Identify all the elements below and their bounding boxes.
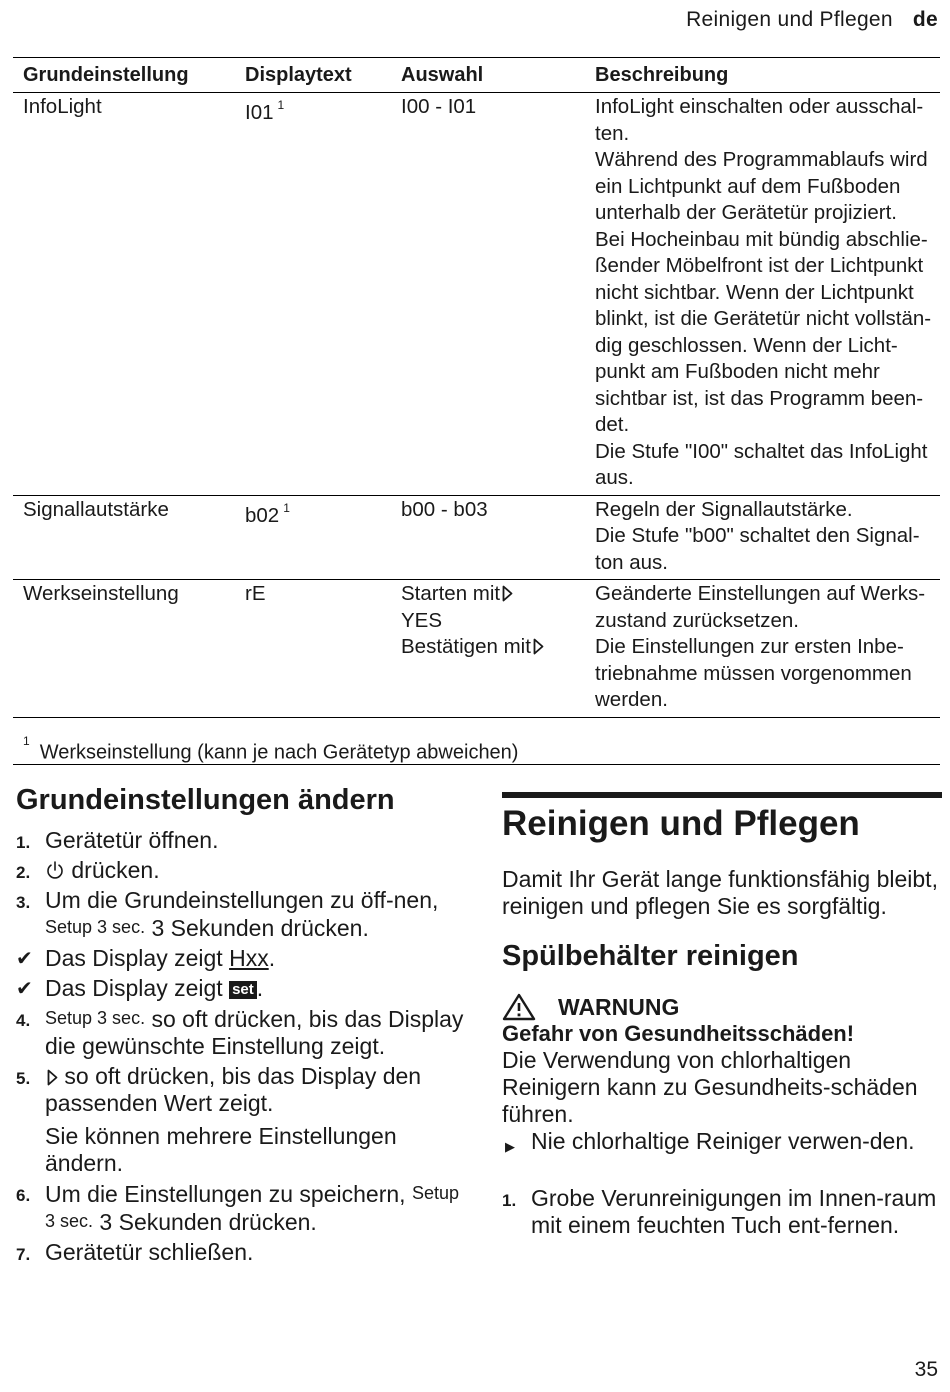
display-text: rE	[235, 580, 391, 718]
warning-title: Gefahr von Gesundheitsschäden!	[502, 1021, 855, 1046]
description: Regeln der Signallautstärke. Die Stufe "b00" schaltet den Signal-ton aus.	[585, 495, 940, 580]
step-item: 3. Um die Grundeinstellungen zu öff-nen, Setup 3 sec. 3 Sekunden drücken.	[16, 887, 439, 941]
footnote-ref: 1	[277, 98, 285, 112]
step-item: 6. Um die Einstellungen zu speichern, Setup 3 sec. 3 Sekunden drücken.	[16, 1181, 459, 1235]
warning-heading	[502, 993, 942, 1021]
description: InfoLight einschalten oder ausschal-ten. Während des Programmablaufs wird ein Lichtpunkt auf dem Fußboden unterhalb der Gerätetür projiziert. Bei Hocheinbau mit bündig abschlie-ßender Möbelfront ist der Lichtpunkt nicht sichtbar. Wenn der Lichtpunkt blinkt, ist die Gerätetür nicht vollstän-dig geschlossen. Wenn der Licht-punkt am Fußboden nicht mehr sichtbar ist, ist das Programm been-det. Die Stufe "I00" schaltet das InfoLight aus.	[585, 93, 940, 496]
section-heading: Grundeinstellungen ändern	[16, 784, 395, 816]
setting-name: Signallautstärke	[13, 495, 235, 580]
play-icon	[502, 585, 513, 602]
column-header: Auswahl	[391, 58, 585, 93]
setting-name: Werkseinstellung	[13, 580, 235, 718]
set-badge: set	[229, 981, 257, 999]
page-number: 35	[914, 1358, 938, 1381]
footnote-ref: 1	[283, 500, 290, 515]
triangle-bullet-icon: ▶	[505, 1139, 515, 1154]
play-icon	[533, 638, 544, 655]
check-icon: ✔	[16, 978, 33, 1000]
warning-label: WARNUNG	[558, 993, 680, 1020]
step-item: 7. Gerätetür schließen.	[16, 1239, 254, 1265]
step-list	[16, 827, 466, 1266]
setting-name: InfoLight	[13, 93, 235, 496]
table-header-row	[13, 58, 940, 93]
table-row	[13, 93, 940, 496]
table-row	[13, 580, 940, 718]
play-icon	[47, 1069, 58, 1086]
warning-action: ▶ Nie chlorhaltige Reiniger verwen-den.	[502, 1128, 942, 1155]
column-header: Grundeinstellung	[13, 58, 235, 93]
step-list	[502, 1185, 942, 1239]
column-header: Displaytext	[235, 58, 391, 93]
result-item: ✔ Das Display zeigt set .	[16, 975, 264, 1001]
warning-icon	[502, 993, 536, 1021]
section-heading: Spülbehälter reinigen	[502, 940, 799, 972]
column-header: Beschreibung	[585, 58, 940, 93]
selection: b00 - b03	[391, 495, 585, 580]
result-item: ✔ Das Display zeigt Hxx.	[16, 945, 276, 971]
setup-key-label: Setup 3 sec.	[45, 1008, 146, 1028]
table-footnote	[13, 731, 940, 765]
display-text: I01 $^1$	[235, 93, 391, 496]
description: Geänderte Einstellungen auf Werks-zustand zurücksetzen. Die Einstellungen zur ersten Inbe-triebnahme müssen vorgenommen werden.	[585, 580, 940, 718]
left-column	[16, 784, 466, 1269]
power-icon	[45, 860, 65, 880]
setup-key-label: Setup 3 sec.	[45, 917, 146, 937]
footnote-text: Werkseinstellung (kann je nach Gerätetyp abweichen)	[39, 741, 519, 764]
chapter-heading: Reinigen und Pflegen	[502, 804, 860, 843]
step-item: 1. Gerätetür öffnen.	[16, 827, 219, 853]
intro-text: Damit Ihr Gerät lange funktionsfähig bleibt, reinigen und pflegen Sie es sorgfältig.	[502, 866, 938, 919]
step-item: 1. Grobe Verunreinigungen im Innen-raum mit einem feuchten Tuch ent-fernen.	[502, 1185, 937, 1238]
right-column	[502, 792, 942, 1239]
step-item: 2. drücken.	[16, 857, 160, 883]
display-text: b02 $^1$	[235, 495, 391, 580]
selection: Starten mit YES Bestätigen mit	[391, 580, 585, 718]
display-code: Hxx	[229, 945, 269, 971]
step-item: 5. so oft drücken, bis das Display den passenden Wert zeigt.	[16, 1063, 422, 1116]
heading-rule	[502, 792, 942, 798]
step-note: Sie können mehrere Einstellungen ändern.	[45, 1123, 397, 1176]
section-title: Reinigen und Pflegen	[686, 8, 893, 31]
selection: I00 - I01	[391, 93, 585, 496]
footnote-marker: 1	[23, 734, 30, 748]
settings-table	[13, 57, 940, 718]
step-item: 4. Setup 3 sec. so oft drücken, bis das Display die gewünschte Einstellung zeigt.	[16, 1006, 464, 1059]
language-code: de	[912, 8, 938, 31]
setup-key-label: Setup 3 sec.	[45, 1183, 459, 1231]
check-icon: ✔	[16, 948, 33, 970]
running-header	[686, 8, 938, 32]
table-row	[13, 495, 940, 580]
warning-text: Die Verwendung von chlorhaltigen Reinigern kann zu Gesundheits-schäden führen.	[502, 1047, 918, 1127]
